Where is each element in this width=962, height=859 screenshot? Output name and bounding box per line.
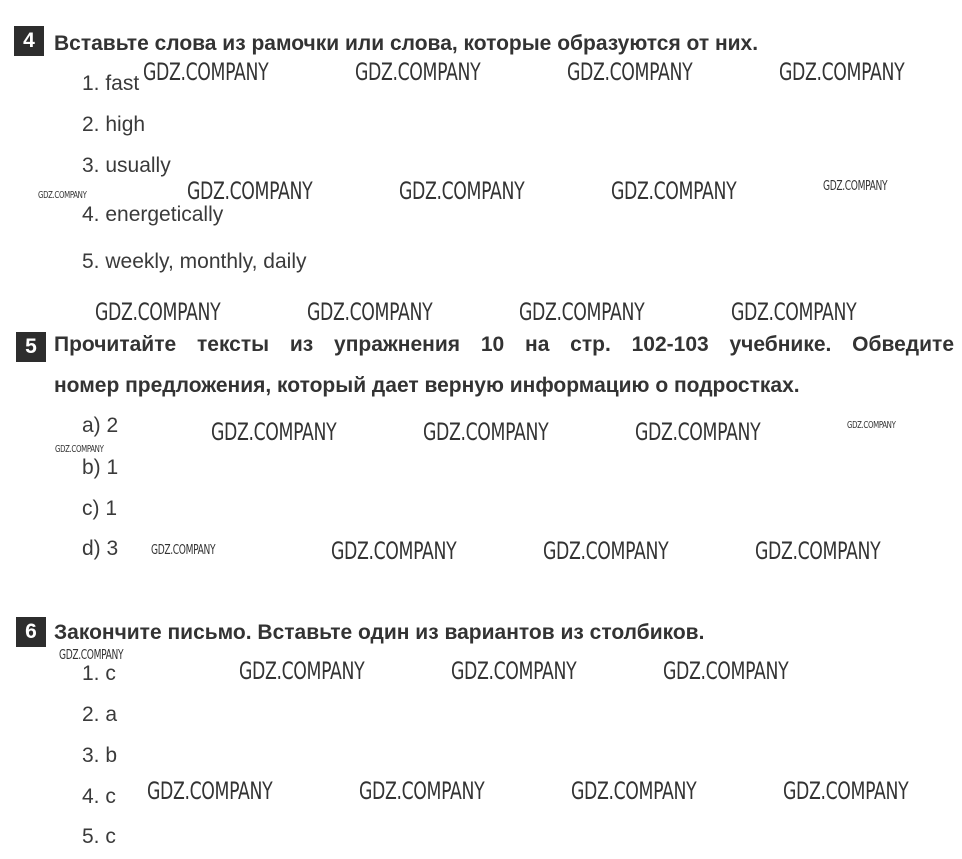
- watermark: GDZ.COMPANY: [359, 777, 485, 805]
- task-number-badge: 4: [14, 26, 44, 56]
- task-title: номер предложения, который дает верную информацию о подростках.: [54, 374, 800, 397]
- watermark: GDZ.COMPANY: [847, 420, 896, 431]
- watermark: GDZ.COMPANY: [355, 58, 481, 86]
- watermark: GDZ.COMPANY: [519, 298, 645, 326]
- answer-item: 5. c: [82, 825, 116, 848]
- watermark: GDZ.COMPANY: [451, 657, 577, 685]
- answer-item: b) 1: [82, 456, 119, 479]
- watermark: GDZ.COMPANY: [423, 418, 549, 446]
- task-title: Вставьте слова из рамочки или слова, которые образуются от них.: [54, 32, 759, 55]
- watermark: GDZ.COMPANY: [823, 179, 888, 194]
- watermark: GDZ.COMPANY: [151, 543, 216, 558]
- watermark: GDZ.COMPANY: [731, 298, 857, 326]
- answer-item: 4. energetically: [82, 203, 224, 226]
- watermark: GDZ.COMPANY: [543, 537, 669, 565]
- answer-item: 4. c: [82, 785, 116, 808]
- answer-item: 5. weekly, monthly, daily: [82, 250, 307, 273]
- answer-item: 2. high: [82, 113, 146, 136]
- answer-item: 3. usually: [82, 154, 171, 177]
- task-title: Закончите письмо. Вставьте один из вариантов из столбиков.: [54, 621, 705, 644]
- watermark: GDZ.COMPANY: [779, 58, 905, 86]
- watermark: GDZ.COMPANY: [611, 177, 737, 205]
- answer-item: a) 2: [82, 414, 119, 437]
- watermark: GDZ.COMPANY: [211, 418, 337, 446]
- watermark: GDZ.COMPANY: [307, 298, 433, 326]
- answer-item: d) 3: [82, 537, 119, 560]
- watermark: GDZ.COMPANY: [147, 777, 273, 805]
- watermark: GDZ.COMPANY: [567, 58, 693, 86]
- watermark: GDZ.COMPANY: [783, 777, 909, 805]
- watermark: GDZ.COMPANY: [663, 657, 789, 685]
- answer-item: 1. fast: [82, 72, 140, 95]
- watermark: GDZ.COMPANY: [59, 648, 124, 663]
- watermark: GDZ.COMPANY: [239, 657, 365, 685]
- watermark: GDZ.COMPANY: [571, 777, 697, 805]
- task-number-badge: 5: [16, 332, 46, 362]
- watermark: GDZ.COMPANY: [635, 418, 761, 446]
- watermark: GDZ.COMPANY: [95, 298, 221, 326]
- watermark: GDZ.COMPANY: [143, 58, 269, 86]
- answer-item: 2. a: [82, 703, 118, 726]
- answer-item: c) 1: [82, 497, 118, 520]
- watermark: GDZ.COMPANY: [55, 444, 104, 455]
- answer-item: 3. b: [82, 744, 118, 767]
- watermark: GDZ.COMPANY: [331, 537, 457, 565]
- watermark: GDZ.COMPANY: [187, 177, 313, 205]
- watermark: GDZ.COMPANY: [38, 190, 87, 201]
- watermark: GDZ.COMPANY: [399, 177, 525, 205]
- watermark: GDZ.COMPANY: [755, 537, 881, 565]
- task-title: Прочитайте тексты из упражнения 10 на стр. 102-103 учебнике. Обведите: [54, 333, 954, 356]
- task-number-badge: 6: [16, 617, 46, 647]
- answer-item: 1. c: [82, 662, 116, 685]
